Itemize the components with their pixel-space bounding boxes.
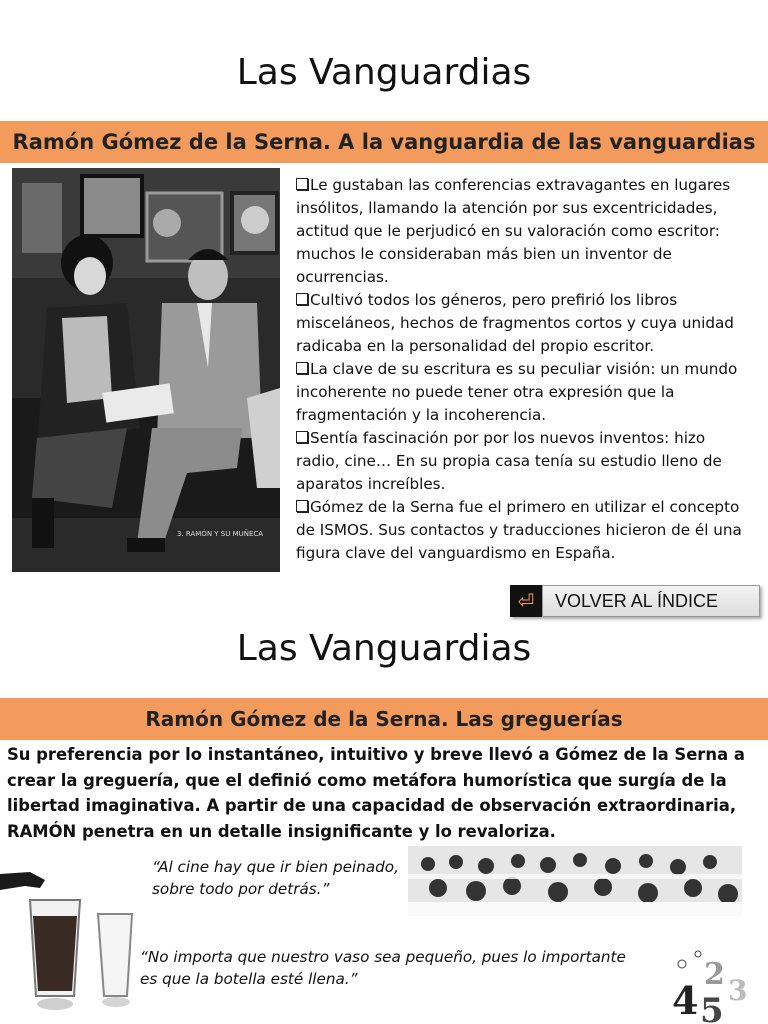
slide-1-subtitle: Ramón Gómez de la Serna. A la vanguardia de las vanguardias	[12, 130, 756, 154]
bottle-glasses-photo	[0, 866, 145, 1024]
numbers-graphic	[662, 940, 756, 1024]
quote-cinema: “Al cine hay que ir bien peinado, sobre todo por detrás.”	[152, 858, 399, 898]
return-arrow-icon: ⏎	[510, 585, 542, 617]
slide-1-subtitle-band	[0, 121, 768, 163]
checkbox-bullet-icon	[296, 293, 308, 305]
back-to-index-button[interactable]	[510, 585, 760, 617]
bullet-item: Le gustaban las conferencias extravagantes en lugares insólitos, llamando la atención por sus excentricidades, actitud que le perjudicó en su valoración como escritor: muchos le consideraban más bien un inventor de ocurrencias.	[296, 176, 731, 286]
slide-1-bullet-list	[296, 174, 746, 565]
bullet-item: Sentía fascinación por por los nuevos inventos: hizo radio, cine… En su propia casa tenía su estudio lleno de aparatos increíbles.	[296, 429, 722, 493]
quote-glass: “No importa que nuestro vaso sea pequeño, pues lo importante es que la botella esté llena.”	[140, 948, 626, 988]
number-4: 4	[672, 978, 699, 1023]
bullet-item: La clave de su escritura es su peculiar visión: un mundo incoherente no puede tener otra expresión que la fragmentación y la incoherencia.	[296, 360, 738, 424]
slide-2-title: Las Vanguardias	[236, 628, 532, 669]
photo-caption: 3. RAMÓN Y SU MUÑECA	[177, 530, 264, 538]
checkbox-bullet-icon	[296, 500, 308, 512]
checkbox-bullet-icon	[296, 431, 308, 443]
slide-2-subtitle-band	[0, 698, 768, 740]
ramon-doll-photo	[12, 168, 280, 572]
number-3: 3	[728, 974, 748, 1007]
cinema-audience-photo	[408, 846, 742, 916]
back-to-index-label: VOLVER AL ÍNDICE	[542, 585, 760, 617]
greguerias-intro: Su preferencia por lo instantáneo, intuitivo y breve llevó a Gómez de la Serna a crear la greguería, que el definió como metáfora humorística que surgía de la libertad imaginativa. A partir de una capacidad de observación extraordinaria, RAMÓN penetra en un detalle insignificante y lo revaloriza.	[7, 745, 745, 841]
checkbox-bullet-icon	[296, 178, 308, 190]
slide-1-title: Las Vanguardias	[236, 52, 532, 93]
number-2: 2	[704, 957, 725, 992]
slide-2-subtitle: Ramón Gómez de la Serna. Las greguerías	[145, 707, 623, 731]
bullet-item: Gómez de la Serna fue el primero en utilizar el concepto de ISMOS. Sus contactos y traducciones hicieron de él una figura clave del vanguardismo en España.	[296, 498, 742, 562]
number-5: 5	[700, 991, 724, 1024]
bullet-item: Cultivó todos los géneros, pero prefirió los libros misceláneos, hechos de fragmentos cortos y cuya unidad radicaba en la personalidad del propio escritor.	[296, 291, 734, 355]
checkbox-bullet-icon	[296, 362, 308, 374]
